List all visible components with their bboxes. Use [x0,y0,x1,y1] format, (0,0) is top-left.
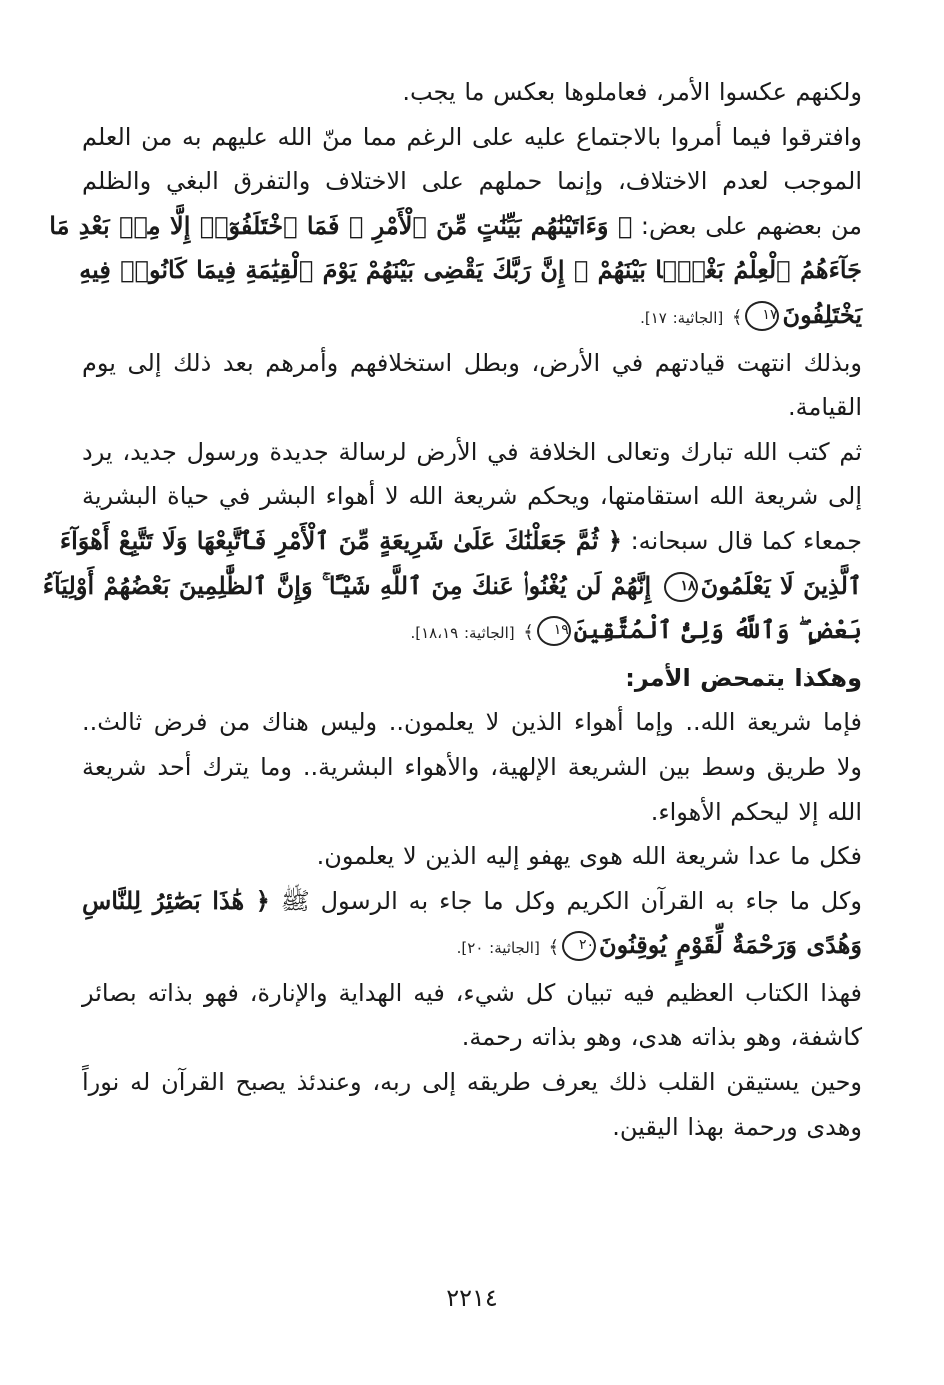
verse-reference: [الجاثية: ١٨،١٩]. [410,624,515,643]
text-line: وبذلك انتهت قيادتهم في الأرض، وبطل استخلافهم وأمرهم بعد ذلك إلى يوم [82,348,862,377]
quran-verse: ﴿ ثُمَّ جَعَلْنَٰكَ عَلَىٰ شَرِيعَةٍ مِّنَ ٱلْأَمْرِ فَٱتَّبِعْهَا وَلَا تَتَّبِعْ أَهْوَآءَ [59,525,622,555]
verse-reference: [الجاثية: ٢٠]. [456,939,540,958]
verse-reference: [الجاثية: ١٧]. [640,308,724,327]
quran-verse: يَخْتَلِفُونَ [782,299,862,329]
quran-verse: بَعْضٍ ۖ وَٱللَّهُ وَلِىُّ ٱلْمُتَّقِينَ [573,615,862,645]
text-line: إلى شريعة الله استقامتها، ويحكم شريعة الله لا أهواء البشر في حياة البشرية [82,482,862,511]
text-span: وكل ما جاء به القرآن الكريم وكل ما جاء به الرسول ﷺ [280,886,862,915]
paragraph [42,430,862,656]
quran-verse: ﴿ هَٰذَا بَصَٰٓئِرُ لِلنَّاسِ [82,885,270,915]
heading-text: وهكذا يتمحض الأمر: [625,663,862,692]
text-span: جمعاء كما قال سبحانه: [630,526,862,555]
page-body [42,70,862,1149]
text-line [82,879,862,924]
text-line [82,293,862,341]
ayah-number-marker: ٢٠ [562,931,596,961]
text-line: فهذا الكتاب العظيم فيه تبيان كل شيء، فيه الهداية والإنارة، فهو بذاته بصائر [82,978,862,1007]
text-line: وهدى ورحمة بهذا اليقين. [612,1112,862,1141]
text-span: من بعضهم على بعض: [640,211,862,240]
ayah-number-marker: ١٧ [745,301,779,331]
text-line: ولكنهم عكسوا الأمر، فعاملوها بعكس ما يجب. [402,78,862,106]
paragraph [82,971,862,1060]
closing-bracket-ornament: ﴾ [548,937,560,959]
ayah-number-marker: ١٨ [664,572,698,602]
paragraph [82,1060,862,1149]
quran-verse: ٱلَّذِينَ لَا يَعْلَمُونَ [700,570,862,600]
text-line: الله إلا ليحكم الأهواء. [650,797,862,826]
section-heading [82,656,862,701]
text-line [82,923,862,971]
quran-verse: ﴿ وَءَاتَيْنَٰهُم بَيِّنَٰتٍ مِّنَ ٱلْأَمْرِ ۖ فَمَا ٱخْتَلَفُوٓا۟ إِلَّا مِنۢ بَعْدِ مَا [49,210,633,240]
text-line: وحين يستيقن القلب ذلك يعرف طريقه إلى ربه، وعندئذ يصبح القرآن له نوراً [82,1068,862,1097]
quran-verse: وَهُدًى وَرَحْمَةٌ لِّقَوْمٍ يُوقِنُونَ [599,930,862,960]
text-line: فإما شريعة الله.. وإما أهواء الذين لا يعلمون.. وليس هناك من فرض ثالث.. [82,708,862,737]
text-line: وافترقوا فيما أمروا بالاجتماع عليه على الرغم مما منّ الله عليهم به من العلم [82,122,862,151]
paragraph [82,879,862,971]
paragraph [82,341,862,430]
text-line: فكل ما عدا شريعة الله هوى يهفو إليه الذين لا يعلمون. [316,842,862,871]
quran-verse-line: جَآءَهُمُ ٱلْعِلْمُ بَغْيًۢا بَيْنَهُمْ ۚ إِنَّ رَبَّكَ يَقْضِى بَيْنَهُمْ يَوْمَ ٱلْقِيَٰمَةِ فِيمَا كَانُوا۟ فِيهِ [79,255,862,285]
text-line [59,519,862,564]
closing-bracket-ornament: ﴾ [731,306,743,328]
quran-verse-line [42,564,862,609]
paragraph [49,115,862,341]
text-line: القيامة. [787,393,862,422]
paragraph [82,700,862,834]
closing-bracket-ornament: ﴾ [523,622,534,644]
paragraph [82,70,862,115]
text-line: ولا طريق وسط بين الشريعة الإلهية، والأهواء البشرية.. وما يترك أحد شريعة [82,752,862,781]
page-number: ٢٢١٤ [446,1284,498,1312]
text-line: ثم كتب الله تبارك وتعالى الخلافة في الأرض لرسالة جديدة ورسول جديد، يرد [82,437,862,466]
text-line [82,608,862,656]
ayah-number-marker: ١٩ [537,616,571,646]
text-line: كاشفة، وهو بذاته هدى، وهو بذاته رحمة. [461,1023,862,1052]
quran-verse: إِنَّهُمْ لَن يُغْنُوا۟ عَنكَ مِنَ ٱللَّهِ شَيْـًٔا ۚ وَإِنَّ ٱلظَّٰلِمِينَ بَعْضُهُمْ أَوْلِيَآءُ [42,570,652,600]
text-line: الموجب لعدم الاختلاف، وإنما حملهم على الاختلاف والتفرق البغي والظلم [82,167,862,196]
text-line [49,204,862,249]
paragraph [82,834,862,879]
